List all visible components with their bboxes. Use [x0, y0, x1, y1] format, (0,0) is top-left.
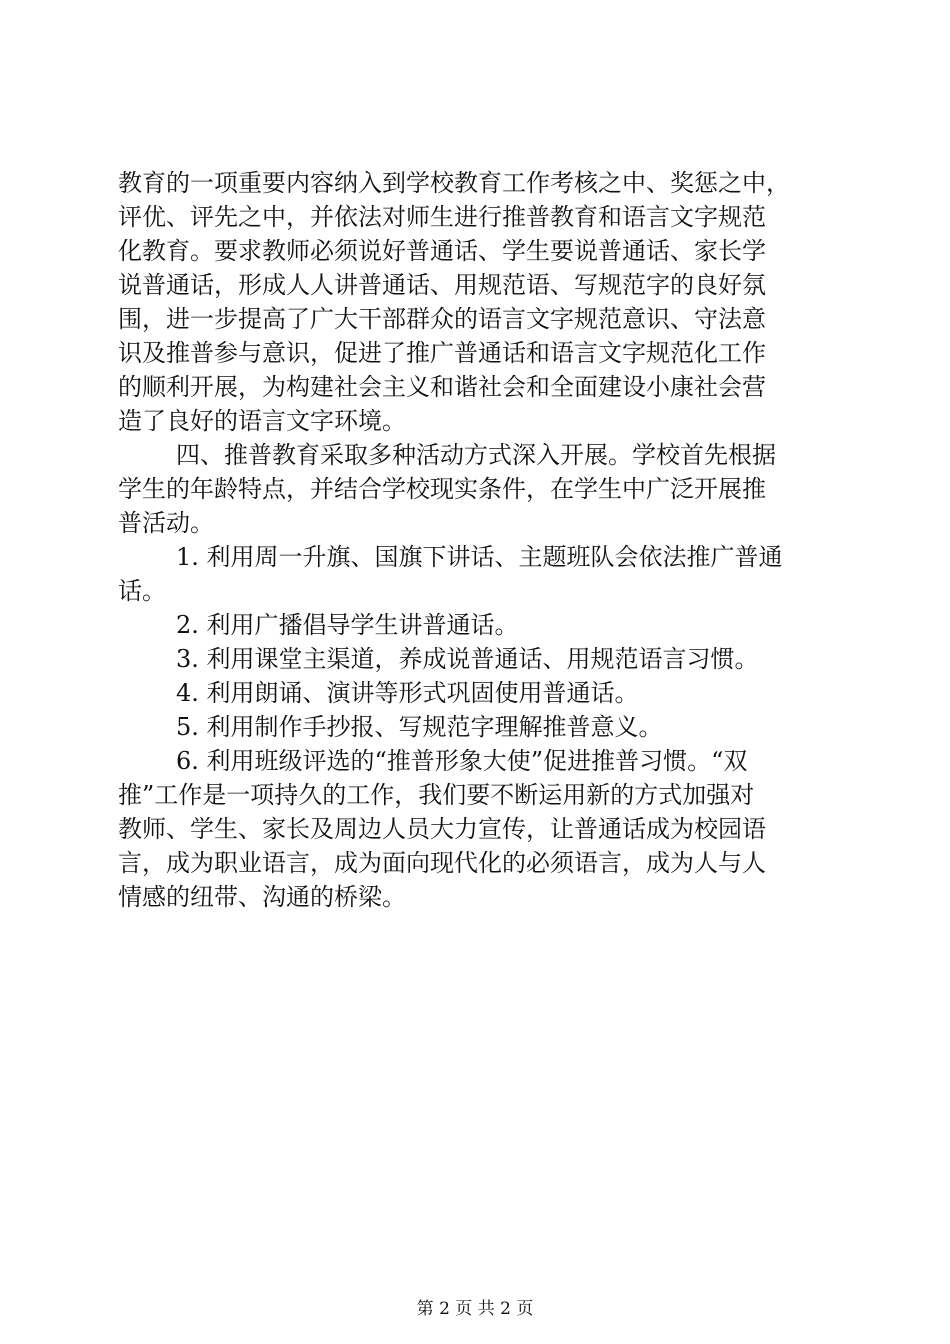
text-line: 教育的一项重要内容纳入到学校教育工作考核之中、奖惩之中， [118, 169, 790, 197]
document-body [118, 166, 838, 914]
text-line: 言，成为职业语言，成为面向现代化的必须语言，成为人与人 [118, 849, 766, 877]
text-line: 造了良好的语言文字环境。 [118, 407, 406, 435]
text-line: 6. 利用班级评选的“推普形象大使”促进推普习惯。“双 [176, 747, 748, 775]
text-line: 围，进一步提高了广大干部群众的语言文字规范意识、守法意 [118, 305, 766, 333]
text-line: 化教育。要求教师必须说好普通话、学生要说普通话、家长学 [118, 237, 766, 265]
text-line: 推”工作是一项持久的工作，我们要不断运用新的方式加强对 [118, 781, 755, 809]
text-line: 2. 利用广播倡导学生讲普通话。 [176, 611, 519, 639]
text-line: 教师、学生、家长及周边人员大力宣传，让普通话成为校园语 [118, 815, 766, 843]
text-line: 4. 利用朗诵、演讲等形式巩固使用普通话。 [176, 679, 639, 707]
text-line: 识及推普参与意识，促进了推广普通话和语言文字规范化工作 [118, 339, 766, 367]
text-line: 情感的纽带、沟通的桥梁。 [118, 883, 406, 911]
text-line: 的顺利开展，为构建社会主义和谐社会和全面建设小康社会营 [118, 373, 766, 401]
text-line: 话。 [118, 577, 166, 605]
page-footer: 第 2 页 共 2 页 [416, 1299, 534, 1319]
text-line: 5. 利用制作手抄报、写规范字理解推普意义。 [176, 713, 663, 741]
text-line: 1. 利用周一升旗、国旗下讲话、主题班队会依法推广普通 [176, 543, 783, 571]
text-line: 说普通话，形成人人讲普通话、用规范语、写规范字的良好氛 [118, 271, 766, 299]
text-line: 四、推普教育采取多种活动方式深入开展。学校首先根据 [176, 441, 776, 469]
text-line: 3. 利用课堂主渠道，养成说普通话、用规范语言习惯。 [176, 645, 759, 673]
text-line: 评优、评先之中，并依法对师生进行推普教育和语言文字规范 [118, 203, 766, 231]
text-line: 普活动。 [118, 509, 214, 537]
text-line: 学生的年龄特点，并结合学校现实条件，在学生中广泛开展推 [118, 475, 766, 503]
